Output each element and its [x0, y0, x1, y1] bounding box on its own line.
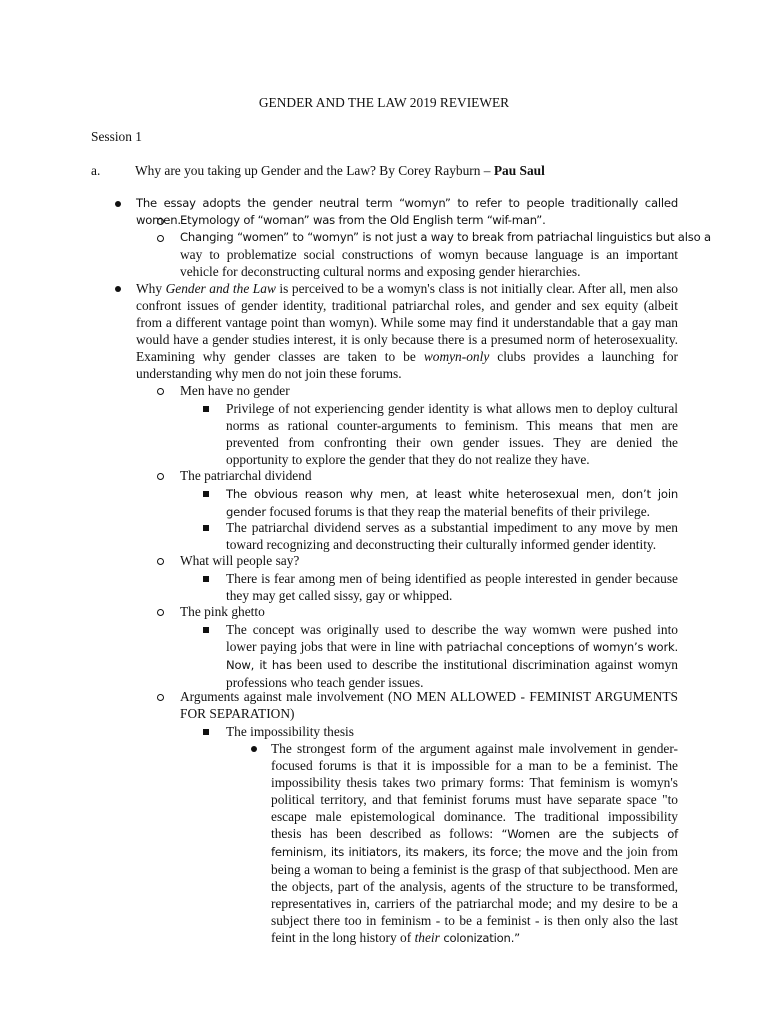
bullet-2-ital2: womyn-only — [423, 349, 490, 364]
sub-bullet-marker — [157, 609, 164, 616]
sub-bullet-marker — [157, 235, 164, 242]
impossibility-text-a: The strongest form of the argument against male involvement in gender-focused forums is that it is impossible for a man to be a feminist. The impossibility thesis takes two primary forms: That feminism is womyn's political territory, and that feminist forums must have separate space "to escape male epistemological dominance. The traditional impossibility thesis has been described as follows: — [271, 741, 678, 841]
sub-bullet-marker — [157, 218, 164, 225]
square-bullet-marker — [203, 576, 209, 582]
bullet-2-pre: Why — [136, 281, 166, 296]
square-bullet-marker — [203, 525, 209, 531]
subheading-arguments: Arguments against male involvement (NO MEN ALLOWED - FEMINIST ARGUMENTS FOR SEPARATION) — [180, 689, 678, 721]
pink-ghetto-point-c: been used to describe the institutional discrimination against womyn professions who teach gender issues. — [226, 657, 678, 690]
bullet-1-text: The essay adopts the gender neutral term “womyn” to refer to people traditionally called women. — [136, 196, 678, 227]
item-a-author: Pau Saul — [493, 163, 545, 178]
bullet-1-sub-2-line1: Changing “women” to “womyn” is not just a way to break from patriachal linguistics but also a — [180, 230, 711, 244]
pink-ghetto-point-a: The concept was originally used to describe the way womwn were pushed into lower paying jobs that were in line — [226, 622, 678, 654]
pink-ghetto-point — [226, 621, 678, 691]
dividend-point-1 — [226, 485, 678, 521]
impossibility-thesis-heading: The impossibility thesis — [226, 724, 354, 739]
sub-bullet-marker — [157, 694, 164, 701]
sub-bullet-marker — [157, 558, 164, 565]
impossibility-text-end: colonization.” — [439, 931, 520, 945]
item-a — [91, 162, 545, 179]
item-a-text: Why are you taking up Gender and the Law? By Corey Rayburn – — [135, 163, 494, 178]
sub-bullet-marker — [157, 473, 164, 480]
subheading-patriarchal-dividend: The patriarchal dividend — [180, 468, 312, 483]
bullet-marker — [115, 286, 121, 292]
square-bullet-marker — [203, 729, 209, 735]
bullet-1-sub-2 — [180, 229, 711, 280]
impossibility-text-their: their — [414, 930, 440, 945]
bullet-marker — [251, 746, 257, 752]
item-a-letter: a. — [91, 163, 101, 178]
people-say-point: There is fear among men of being identified as people interested in gender because they may get called sissy, gay or whipped. — [226, 571, 678, 603]
impossibility-thesis-text — [271, 740, 678, 947]
subheading-men-no-gender: Men have no gender — [180, 383, 290, 398]
dividend-point-1a: The obvious reason why men, at least white heterosexual men, don’t join gender — [226, 487, 678, 519]
bullet-marker — [115, 201, 121, 207]
dividend-point-2: The patriarchal dividend serves as a substantial impediment to any move by men toward recognizing and deconstructing their culturally informed gender identity. — [226, 520, 678, 552]
bullet-2-post: clubs provides a launching for understanding why men do not join these forums. — [136, 349, 678, 381]
session-heading: Session 1 — [91, 129, 142, 144]
square-bullet-marker — [203, 627, 209, 633]
bullet-1-sub-2-rest: way to problematize social constructions of womyn because language is an important vehicle for deconstructing cultural norms and exposing gender hierarchies. — [180, 247, 678, 279]
bullet-2-ital: Gender and the Law — [165, 281, 276, 296]
impossibility-text-quote: “Women are the subjects of feminism, its initiators, its makers, its force; the — [271, 827, 678, 859]
sub-bullet-marker — [157, 388, 164, 395]
bullet-2-text — [136, 280, 678, 382]
square-bullet-marker — [203, 406, 209, 412]
square-bullet-marker — [203, 491, 209, 497]
men-no-gender-point: Privilege of not experiencing gender identity is what allows men to deploy cultural norms as rational counter-arguments to feminism. This means that men are prevented from confronting their own gender issues. They are denied the opportunity to explore the gender that they do not realize they have. — [226, 401, 678, 467]
pink-ghetto-point-b: with patriachal conceptions of womyn’s work. Now, it has — [226, 640, 679, 672]
bullet-1-sub-1: Etymology of “woman” was from the Old English term “wif-man”. — [180, 213, 546, 227]
bullet-2-mid: is perceived to be a womyn's class is not initially clear. After all, men also confront issues of gender identity, traditional patriarchal roles, and gender and sex equity (albeit from a different vantage point than womyn). While some may find it understandable that a gay man would have a gender studies interest, it is only because there is a presumed norm of heterosexuality. Examining why gender classes are taken to be — [136, 281, 678, 364]
impossibility-text-c: move and the join from being a woman to being a feminist is the grasp of that subjecthood. Men are the objects, part of the analysis, agents of the structure to be transformed, representatives in, carriers of the patriarchal mode; and my desire to be a subject there too in feminism - to be a feminist - is then only also the last feint in the long history of — [271, 844, 678, 945]
subheading-pink-ghetto: The pink ghetto — [180, 604, 265, 619]
subheading-people-say: What will people say? — [180, 553, 300, 568]
page-title: GENDER AND THE LAW 2019 REVIEWER — [258, 95, 510, 110]
dividend-point-1b: focused forums is that they reap the material benefits of their privilege. — [265, 504, 651, 519]
